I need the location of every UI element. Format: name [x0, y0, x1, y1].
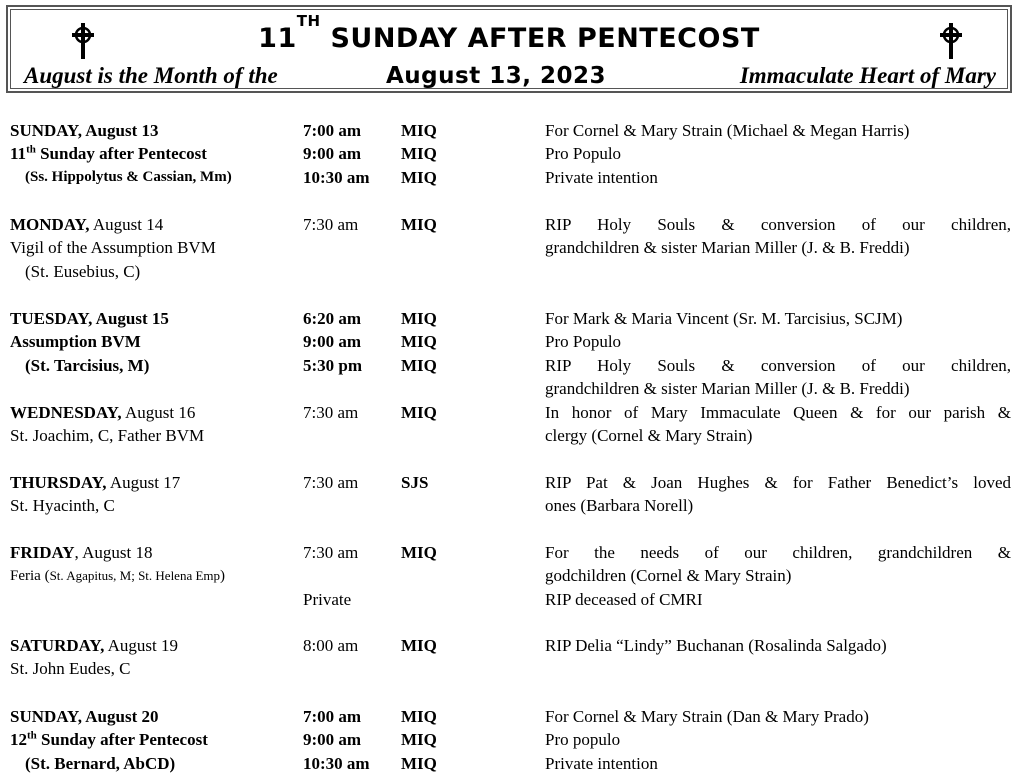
day-info	[10, 307, 300, 377]
page-title: 11TH SUNDAY AFTER PENTECOST	[258, 12, 760, 54]
mass-location: MIQ	[401, 707, 437, 726]
mass-intentions	[545, 634, 1011, 657]
mass-location: MIQ	[401, 121, 437, 140]
mass-intention: RIP Holy Souls & conversion of our children,	[545, 215, 1011, 234]
bulletin-date: August 13, 2023	[386, 63, 606, 89]
mass-locations	[401, 471, 461, 494]
mass-intention: For Cornel & Mary Strain (Michael & Megan Harris)	[545, 121, 910, 140]
mass-intention: Pro populo	[545, 730, 621, 750]
mass-intention: Pro Populo	[545, 144, 622, 164]
mass-intention: RIP Delia “Lindy” Buchanan (Rosalinda Salgado)	[545, 636, 887, 655]
day-name: SATURDAY, August 19	[10, 636, 179, 655]
mass-intention: Private intention	[545, 167, 658, 187]
mass-location: MIQ	[401, 403, 437, 422]
mass-times	[303, 401, 398, 424]
mass-intentions	[545, 307, 1011, 401]
mass-times	[303, 705, 398, 775]
day-name: SUNDAY, August 13	[10, 121, 159, 140]
mass-location: MIQ	[401, 355, 437, 375]
day-info	[10, 705, 300, 775]
mass-times	[303, 213, 398, 236]
mass-intentions	[545, 401, 1011, 448]
mass-intention: In honor of Mary Immaculate Queen & for our parish &	[545, 403, 1011, 422]
day-name: THURSDAY, August 17	[10, 473, 181, 492]
mass-location: MIQ	[401, 753, 437, 773]
mass-time: 7:30 am	[303, 215, 359, 234]
mass-time: 6:20 am	[303, 309, 362, 328]
day-name: WEDNESDAY, August 16	[10, 403, 196, 422]
feast-name: St. Hyacinth, C	[10, 496, 115, 516]
day-info	[10, 541, 300, 588]
mass-location: MIQ	[401, 309, 437, 328]
mass-time: Private	[303, 589, 352, 609]
mass-location: MIQ	[401, 636, 437, 655]
feast-name: 12th Sunday after Pentecost	[10, 729, 208, 750]
mass-intention: RIP Holy Souls & conversion of our children,	[545, 355, 1011, 375]
mass-intentions	[545, 705, 1011, 775]
day-name: FRIDAY, August 18	[10, 543, 153, 562]
mass-time: 9:00 am	[303, 144, 362, 164]
mass-intention-cont: grandchildren & sister Marian Miller (J. & B. Freddi)	[545, 238, 910, 258]
mass-time: 7:30 am	[303, 403, 359, 422]
feast-name: St. Joachim, C, Father BVM	[10, 426, 205, 446]
mass-locations	[401, 307, 461, 377]
commemoration: (Ss. Hippolytus & Cassian, Mm)	[25, 168, 232, 185]
feast-name: St. John Eudes, C	[10, 659, 131, 679]
mass-location: MIQ	[401, 332, 437, 352]
mass-locations	[401, 705, 461, 775]
mass-intention: RIP Pat & Joan Hughes & for Father Benedict’s loved	[545, 473, 1011, 492]
mass-intention: RIP deceased of CMRI	[545, 589, 703, 609]
mass-times	[303, 119, 398, 189]
month-dedication-right: Immaculate Heart of Mary	[739, 63, 996, 88]
mass-time: 7:00 am	[303, 121, 362, 140]
mass-intention: For Cornel & Mary Strain (Dan & Mary Prado)	[545, 707, 869, 726]
mass-locations	[401, 634, 461, 657]
commemoration: (St. Tarcisius, M)	[25, 355, 150, 375]
mass-intention: For Mark & Maria Vincent (Sr. M. Tarcisius, SCJM)	[545, 309, 903, 328]
mass-time: 10:30 am	[303, 167, 370, 187]
bulletin-header	[6, 5, 1012, 93]
mass-times	[303, 471, 398, 494]
day-info	[10, 471, 300, 518]
mass-intention-cont: grandchildren & sister Marian Miller (J. & B. Freddi)	[545, 379, 910, 399]
mass-intention: For the needs of our children, grandchildren &	[545, 543, 1011, 562]
mass-locations	[401, 541, 461, 564]
day-info	[10, 401, 300, 448]
mass-time: 10:30 am	[303, 753, 370, 773]
mass-locations	[401, 119, 461, 189]
mass-time: 7:30 am	[303, 543, 359, 562]
mass-intention-cont: godchildren (Cornel & Mary Strain)	[545, 566, 792, 586]
day-name: SUNDAY, August 20	[10, 707, 159, 726]
mass-intention-cont: clergy (Cornel & Mary Strain)	[545, 426, 753, 446]
mass-time: 5:30 pm	[303, 355, 363, 375]
mass-intentions	[545, 119, 1011, 189]
month-dedication-left: August is the Month of the	[24, 63, 278, 88]
mass-location: MIQ	[401, 543, 437, 562]
mass-intention: Private intention	[545, 753, 658, 773]
feast-name: Vigil of the Assumption BVM	[10, 238, 216, 258]
mass-intention-cont: ones (Barbara Norell)	[545, 496, 694, 516]
feast-name: 11th Sunday after Pentecost	[10, 143, 207, 164]
day-info	[10, 213, 300, 283]
mass-intentions	[545, 213, 1011, 260]
commemoration: (St. Eusebius, C)	[25, 261, 141, 281]
mass-location: SJS	[401, 473, 429, 492]
mass-times	[303, 541, 398, 611]
mass-intentions	[545, 541, 1011, 611]
mass-time: 7:30 am	[303, 473, 359, 492]
day-name: MONDAY, August 14	[10, 215, 164, 234]
feast-name: Feria (St. Agapitus, M; St. Helena Emp)	[10, 568, 226, 585]
mass-location: MIQ	[401, 144, 437, 164]
mass-time: 9:00 am	[303, 730, 362, 750]
day-info	[10, 634, 300, 681]
mass-location: MIQ	[401, 730, 437, 750]
mass-times	[303, 307, 398, 377]
mass-time: 9:00 am	[303, 332, 362, 352]
mass-time: 8:00 am	[303, 636, 359, 655]
mass-location: MIQ	[401, 167, 437, 187]
feast-name: Assumption BVM	[10, 332, 141, 352]
mass-locations	[401, 213, 461, 236]
day-info	[10, 119, 300, 189]
mass-time: 7:00 am	[303, 707, 362, 726]
mass-intention: Pro Populo	[545, 332, 622, 352]
mass-times	[303, 634, 398, 657]
mass-location: MIQ	[401, 215, 437, 234]
mass-intentions	[545, 471, 1011, 518]
day-name: TUESDAY, August 15	[10, 309, 169, 328]
mass-locations	[401, 401, 461, 424]
commemoration: (St. Bernard, AbCD)	[25, 753, 176, 773]
